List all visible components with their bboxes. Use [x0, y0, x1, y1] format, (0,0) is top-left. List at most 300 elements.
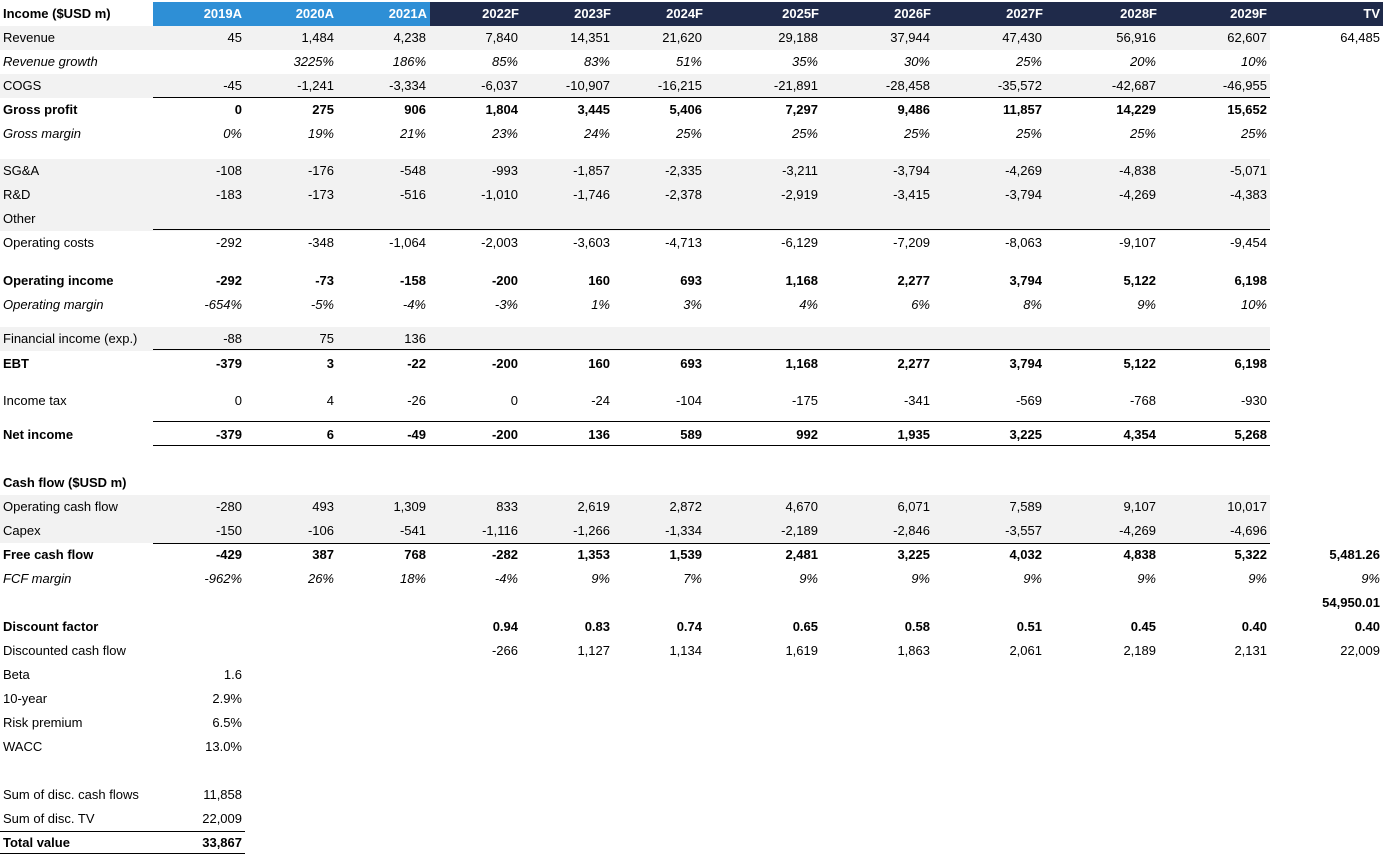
cell-2020A[interactable]: 493 [312, 499, 334, 514]
cell-2028F[interactable]: 2,189 [1123, 643, 1156, 658]
cell-2026F[interactable]: 30% [903, 54, 930, 69]
year-header-2019A[interactable]: 2019A [153, 2, 245, 26]
cell-2024F[interactable]: 5,406 [669, 102, 702, 117]
cell-2029F[interactable]: 0.40 [1241, 619, 1267, 634]
cell-2019A[interactable]: -379 [215, 356, 242, 371]
cell-2026F[interactable]: 2,277 [897, 356, 930, 371]
cell-2025F[interactable]: -2,189 [781, 523, 818, 538]
cell-2025F[interactable]: 29,188 [778, 30, 818, 45]
year-header-2020A[interactable]: 2020A [245, 2, 337, 26]
cell-2026F[interactable]: -7,209 [893, 235, 930, 250]
cell-2027F[interactable]: 4,032 [1009, 547, 1042, 562]
cell-2028F[interactable]: 0.45 [1130, 619, 1156, 634]
cell-2025F[interactable]: 992 [796, 427, 818, 442]
year-header-2027F[interactable]: 2027F [934, 2, 1046, 26]
cell-2028F[interactable]: -42,687 [1111, 78, 1156, 93]
cell-2023F[interactable]: 0.83 [584, 619, 610, 634]
rule-line [153, 229, 1270, 230]
assumption-row [0, 663, 1383, 687]
row-label: R&D [3, 187, 31, 202]
cell-2028F[interactable]: -9,107 [1119, 235, 1156, 250]
row-label: Beta [3, 667, 30, 682]
cell-2023F[interactable]: 1% [591, 297, 610, 312]
row-label: Free cash flow [3, 547, 94, 562]
cell-2028F[interactable]: 4,354 [1123, 427, 1156, 442]
cell-2027F[interactable]: -35,572 [997, 78, 1042, 93]
row-label: Discount factor [3, 619, 99, 634]
cell-2021A[interactable]: -3,334 [389, 78, 426, 93]
cell-2024F[interactable]: 21,620 [662, 30, 702, 45]
cell-2024F[interactable]: 7% [683, 571, 702, 586]
income-row [0, 269, 1383, 293]
cell-2028F[interactable]: -4,269 [1119, 187, 1156, 202]
cell-2028F[interactable]: 14,229 [1116, 102, 1156, 117]
cell-2020A[interactable]: 3225% [293, 54, 334, 69]
cell-2019A[interactable]: -88 [223, 331, 242, 346]
cell-2020A[interactable]: 4 [326, 393, 334, 408]
cell-2019A[interactable]: -183 [215, 187, 242, 202]
cell-2021A[interactable]: 21% [399, 126, 426, 141]
cell-2029F[interactable]: 10% [1240, 297, 1267, 312]
row-label: Operating income [3, 273, 114, 288]
income-row [0, 26, 1383, 50]
cell-2026F[interactable]: -3,794 [893, 163, 930, 178]
cashflow-row [0, 519, 1383, 543]
cell-2025F[interactable]: 9% [799, 571, 818, 586]
cell-2026F[interactable]: 37,944 [890, 30, 930, 45]
cell-2025F[interactable]: 2,481 [785, 547, 818, 562]
cell-2023F[interactable]: 160 [588, 356, 610, 371]
cell-2020A[interactable]: -348 [307, 235, 334, 250]
cell-2022F[interactable]: -200 [491, 427, 518, 442]
cell-2019A[interactable]: -962% [204, 571, 242, 586]
cell-2026F[interactable]: 9,486 [897, 102, 930, 117]
cell-2028F[interactable]: 9% [1137, 571, 1156, 586]
cell-2026F[interactable]: 1,863 [897, 643, 930, 658]
cell-2023F[interactable]: 136 [588, 427, 610, 442]
cell-2024F[interactable]: 0.74 [676, 619, 702, 634]
summary-row [0, 807, 1383, 831]
cell-2026F[interactable]: 9% [911, 571, 930, 586]
income-row [0, 423, 1383, 447]
income-row [0, 74, 1383, 98]
cell-2019A[interactable]: 0 [234, 102, 242, 117]
cell-2027F[interactable]: 25% [1015, 54, 1042, 69]
cell-2028F[interactable]: 5,122 [1123, 356, 1156, 371]
row-value[interactable]: 13.0% [205, 739, 242, 754]
cell-2019A[interactable]: -429 [215, 547, 242, 562]
cell-2027F[interactable]: 11,857 [1002, 102, 1042, 117]
cell-2025F[interactable]: 35% [791, 54, 818, 69]
row-label: Operating costs [3, 235, 95, 250]
year-header-2028F[interactable]: 2028F [1046, 2, 1160, 26]
row-label: COGS [3, 78, 42, 93]
assumption-row [0, 687, 1383, 711]
cell-TV[interactable]: 9% [1361, 571, 1380, 586]
cell-2020A[interactable]: 19% [307, 126, 334, 141]
income-row [0, 207, 1383, 231]
row-label: Operating cash flow [3, 499, 118, 514]
cell-2021A[interactable]: 18% [399, 571, 426, 586]
cashflow-row [0, 639, 1383, 663]
cell-2020A[interactable]: 275 [312, 102, 334, 117]
header-title: Income ($USD m) [0, 2, 153, 26]
cell-2023F[interactable]: 9% [591, 571, 610, 586]
cell-2025F[interactable]: 1,619 [785, 643, 818, 658]
year-header-2026F[interactable]: 2026F [822, 2, 934, 26]
cell-2029F[interactable]: 2,131 [1234, 643, 1267, 658]
cell-2027F[interactable]: 7,589 [1009, 499, 1042, 514]
cell-2024F[interactable]: 1,134 [669, 643, 702, 658]
cashflow-row [0, 543, 1383, 567]
cell-2029F[interactable]: -46,955 [1222, 78, 1267, 93]
cell-2029F[interactable]: 10% [1240, 54, 1267, 69]
rule-line [0, 831, 245, 832]
cell-2022F[interactable]: -1,116 [482, 523, 518, 538]
cell-2029F[interactable]: 10,017 [1227, 499, 1267, 514]
year-header-2022F[interactable]: 2022F [430, 2, 522, 26]
row-label: Sum of disc. TV [3, 811, 95, 826]
cell-2021A[interactable]: 136 [404, 331, 426, 346]
cell-2020A[interactable]: 1,484 [301, 30, 334, 45]
cell-2026F[interactable]: -341 [903, 393, 930, 408]
cell-2023F[interactable]: 160 [588, 273, 610, 288]
cell-2021A[interactable]: -158 [399, 273, 426, 288]
cell-2019A[interactable]: 0 [234, 393, 242, 408]
cell-2029F[interactable]: -5,071 [1230, 163, 1267, 178]
row-label: Revenue growth [3, 54, 98, 69]
cell-2023F[interactable]: 2,619 [577, 499, 610, 514]
income-row [0, 389, 1383, 413]
cell-2021A[interactable]: -541 [399, 523, 426, 538]
row-label: Net income [3, 427, 74, 442]
cell-2020A[interactable]: 75 [319, 331, 334, 346]
row-label: Capex [3, 523, 41, 538]
cell-2027F[interactable]: 8% [1023, 297, 1042, 312]
cell-2025F[interactable]: -3,211 [782, 163, 818, 178]
cell-2028F[interactable]: 9% [1137, 297, 1156, 312]
cell-2022F[interactable]: -1,010 [481, 187, 518, 202]
cell-2022F[interactable]: 833 [496, 499, 518, 514]
cell-TV[interactable]: 5,481.26 [1329, 547, 1380, 562]
year-header-2024F[interactable]: 2024F [614, 2, 706, 26]
cell-2029F[interactable]: 6,198 [1234, 273, 1267, 288]
cell-2022F[interactable]: -266 [491, 643, 518, 658]
cell-2024F[interactable]: 693 [680, 356, 702, 371]
row-shade [0, 495, 1270, 519]
cell-2029F[interactable]: 5,322 [1234, 547, 1267, 562]
cell-2028F[interactable]: -4,838 [1119, 163, 1156, 178]
cell-2025F[interactable]: 0.65 [792, 619, 818, 634]
cell-2025F[interactable]: 4,670 [785, 499, 818, 514]
cell-2019A[interactable]: -292 [215, 235, 242, 250]
row-shade [0, 519, 1270, 543]
cell-2028F[interactable]: -4,269 [1119, 523, 1156, 538]
cell-2025F[interactable]: -2,919 [781, 187, 818, 202]
assumption-row [0, 711, 1383, 735]
cell-2019A[interactable]: -379 [215, 427, 242, 442]
cell-2024F[interactable]: 3% [683, 297, 702, 312]
row-label: FCF margin [3, 571, 72, 586]
year-header-2025F[interactable]: 2025F [706, 2, 822, 26]
cell-2022F[interactable]: 7,840 [485, 30, 518, 45]
cell-2024F[interactable]: -4,713 [665, 235, 702, 250]
cell-2027F[interactable]: 25% [1015, 126, 1042, 141]
cell-2024F[interactable]: -1,334 [665, 523, 702, 538]
cell-2024F[interactable]: 1,539 [669, 547, 702, 562]
cell-2022F[interactable]: 0 [510, 393, 518, 408]
cell-2028F[interactable]: 5,122 [1123, 273, 1156, 288]
income-row [0, 98, 1383, 122]
row-label: Financial income (exp.) [3, 331, 138, 346]
cell-2021A[interactable]: -22 [407, 356, 426, 371]
cell-2026F[interactable]: 25% [903, 126, 930, 141]
cell-2024F[interactable]: 51% [675, 54, 702, 69]
year-header-2021A[interactable]: 2021A [337, 2, 430, 26]
cell-2026F[interactable]: 0.58 [904, 619, 930, 634]
cell-2022F[interactable]: 0.94 [492, 619, 518, 634]
row-label: Risk premium [3, 715, 83, 730]
cell-2028F[interactable]: 25% [1129, 126, 1156, 141]
cell-2025F[interactable]: 1,168 [785, 356, 818, 371]
cell-2023F[interactable]: 1,127 [577, 643, 610, 658]
cell-2019A[interactable]: -108 [215, 163, 242, 178]
cell-2020A[interactable]: -173 [307, 187, 334, 202]
row-label: Income tax [3, 393, 67, 408]
cell-2024F[interactable]: 2,872 [669, 499, 702, 514]
cell-2019A[interactable]: -280 [215, 499, 242, 514]
income-row [0, 231, 1383, 255]
cell-2026F[interactable]: 3,225 [897, 547, 930, 562]
cell-2020A[interactable]: -176 [307, 163, 334, 178]
cell-2024F[interactable]: 589 [680, 427, 702, 442]
cell-2023F[interactable]: 83% [583, 54, 610, 69]
cell-2021A[interactable]: -4% [402, 297, 426, 312]
row-label: Sum of disc. cash flows [3, 787, 139, 802]
income-row [0, 183, 1383, 207]
cell-2026F[interactable]: -28,458 [885, 78, 930, 93]
cell-2019A[interactable]: 45 [227, 30, 242, 45]
cell-2023F[interactable]: -1,266 [573, 523, 610, 538]
cell-2022F[interactable]: -200 [491, 356, 518, 371]
cell-2023F[interactable]: -24 [591, 393, 610, 408]
cell-2020A[interactable]: -5% [310, 297, 334, 312]
row-label: Operating margin [3, 297, 104, 312]
cell-2027F[interactable]: 2,061 [1009, 643, 1042, 658]
cell-2020A[interactable]: 6 [326, 427, 334, 442]
rule-line [153, 421, 1270, 422]
row-shade [0, 74, 1270, 98]
row-shade [0, 26, 1270, 50]
cell-TV[interactable]: 22,009 [1340, 643, 1380, 658]
cell-2026F[interactable]: -3,415 [893, 187, 930, 202]
row-shade [0, 327, 1270, 351]
cell-2023F[interactable]: -3,603 [573, 235, 610, 250]
row-value[interactable]: 6.5% [212, 715, 242, 730]
row-value[interactable]: 22,009 [202, 811, 242, 826]
cell-2027F[interactable]: -3,557 [1005, 523, 1042, 538]
cell-2020A[interactable]: -106 [307, 523, 334, 538]
rule-line [153, 349, 1270, 350]
row-value[interactable]: 1.6 [223, 667, 242, 682]
cell-2019A[interactable]: -654% [204, 297, 242, 312]
cell-2020A[interactable]: 3 [326, 356, 334, 371]
cell-2024F[interactable]: 693 [680, 273, 702, 288]
cell-2022F[interactable]: 1,804 [485, 102, 518, 117]
cell-2024F[interactable]: -2,335 [665, 163, 702, 178]
cell-2019A[interactable]: -45 [223, 78, 242, 93]
cell-2028F[interactable]: 9,107 [1123, 499, 1156, 514]
row-value[interactable]: 11,858 [203, 787, 242, 802]
cell-2029F[interactable]: -4,383 [1230, 187, 1267, 202]
year-header-TV[interactable]: TV [1270, 2, 1383, 26]
assumption-row [0, 735, 1383, 759]
cell-2027F[interactable]: 47,430 [1002, 30, 1042, 45]
cell-2027F[interactable]: 3,225 [1009, 427, 1042, 442]
cell-2022F[interactable]: -282 [491, 547, 518, 562]
row-label: Other [3, 211, 36, 226]
summary-row [0, 831, 1383, 855]
cell-2019A[interactable]: -150 [215, 523, 242, 538]
row-label: Total value [3, 835, 70, 850]
cell-2029F[interactable]: 25% [1240, 126, 1267, 141]
cell-2021A[interactable]: -26 [407, 393, 426, 408]
cell-2021A[interactable]: -49 [407, 427, 426, 442]
cell-2022F[interactable]: -6,037 [481, 78, 518, 93]
year-header-2023F[interactable]: 2023F [522, 2, 614, 26]
cell-2021A[interactable]: 768 [404, 547, 426, 562]
cell-2027F[interactable]: 3,794 [1009, 356, 1042, 371]
cell-2025F[interactable]: 25% [791, 126, 818, 141]
cell-2029F[interactable]: -4,696 [1230, 523, 1267, 538]
income-row [0, 159, 1383, 183]
year-header-2029F[interactable]: 2029F [1160, 2, 1270, 26]
cell-2027F[interactable]: 3,794 [1009, 273, 1042, 288]
row-label: Gross margin [3, 126, 82, 141]
cell-2021A[interactable]: -1,064 [389, 235, 426, 250]
cell-2026F[interactable]: 6% [911, 297, 930, 312]
cell-2022F[interactable]: -3% [494, 297, 518, 312]
cell-2028F[interactable]: 56,916 [1116, 30, 1156, 45]
cell-2023F[interactable]: -10,907 [565, 78, 610, 93]
cell-2026F[interactable]: 2,277 [897, 273, 930, 288]
cell-2027F[interactable]: -569 [1015, 393, 1042, 408]
cell-2026F[interactable]: 1,935 [897, 427, 930, 442]
cell-2021A[interactable]: -548 [399, 163, 426, 178]
row-shade [0, 183, 1270, 207]
cell-2024F[interactable]: 25% [675, 126, 702, 141]
cell-TV[interactable]: 54,950.01 [1322, 595, 1380, 610]
cell-2019A[interactable]: -292 [215, 273, 242, 288]
income-row [0, 50, 1383, 74]
cell-2028F[interactable]: 4,838 [1123, 547, 1156, 562]
row-value[interactable]: 2.9% [212, 691, 242, 706]
cashflow-row [0, 615, 1383, 639]
cell-2024F[interactable]: -104 [675, 393, 702, 408]
cell-2029F[interactable]: 5,268 [1234, 427, 1267, 442]
row-label: 10-year [3, 691, 48, 706]
row-shade [0, 159, 1270, 183]
cell-2028F[interactable]: -768 [1129, 393, 1156, 408]
income-row [0, 293, 1383, 317]
cell-2029F[interactable]: 62,607 [1227, 30, 1267, 45]
cell-2022F[interactable]: 85% [491, 54, 518, 69]
rule-line [153, 445, 1270, 446]
cell-2020A[interactable]: 387 [312, 547, 334, 562]
row-label: Gross profit [3, 102, 78, 117]
cell-2021A[interactable]: -516 [399, 187, 426, 202]
cell-2025F[interactable]: -21,891 [773, 78, 818, 93]
cell-2021A[interactable]: 4,238 [393, 30, 426, 45]
cell-2027F[interactable]: -3,794 [1005, 187, 1042, 202]
cell-2022F[interactable]: -993 [491, 163, 518, 178]
row-label: SG&A [3, 163, 40, 178]
cell-2021A[interactable]: 1,309 [393, 499, 426, 514]
row-value[interactable]: 33,867 [202, 835, 242, 850]
cell-2029F[interactable]: 6,198 [1234, 356, 1267, 371]
cell-2029F[interactable]: 15,652 [1227, 102, 1267, 117]
cell-2020A[interactable]: -1,241 [297, 78, 334, 93]
cell-2020A[interactable]: -73 [315, 273, 334, 288]
cell-2025F[interactable]: 7,297 [785, 102, 818, 117]
cell-2027F[interactable]: 0.51 [1016, 619, 1042, 634]
cell-2019A[interactable]: 0% [223, 126, 242, 141]
cell-2027F[interactable]: -8,063 [1005, 235, 1042, 250]
header-row [0, 2, 1383, 26]
cashflow-row [0, 591, 1383, 615]
cell-2022F[interactable]: 23% [491, 126, 518, 141]
cell-2029F[interactable]: -9,454 [1230, 235, 1267, 250]
rule-line [153, 543, 1270, 544]
cell-2023F[interactable]: 3,445 [577, 102, 610, 117]
cell-2026F[interactable]: -2,846 [893, 523, 930, 538]
cell-2026F[interactable]: 6,071 [897, 499, 930, 514]
cashflow-title: Cash flow ($USD m) [3, 475, 127, 490]
cell-TV[interactable]: 0.40 [1354, 619, 1380, 634]
cell-2023F[interactable]: 1,353 [577, 547, 610, 562]
cell-2025F[interactable]: -6,129 [781, 235, 818, 250]
cell-2023F[interactable]: 14,351 [570, 30, 610, 45]
cell-2023F[interactable]: -1,746 [573, 187, 610, 202]
cell-2028F[interactable]: 20% [1129, 54, 1156, 69]
cell-2021A[interactable]: 186% [392, 54, 426, 69]
cell-2025F[interactable]: -175 [791, 393, 818, 408]
cell-2024F[interactable]: -2,378 [665, 187, 702, 202]
cashflow-row [0, 567, 1383, 591]
cell-2025F[interactable]: 1,168 [785, 273, 818, 288]
cell-2024F[interactable]: -16,215 [657, 78, 702, 93]
income-row [0, 122, 1383, 146]
cell-2027F[interactable]: -4,269 [1005, 163, 1042, 178]
cell-2029F[interactable]: -930 [1240, 393, 1267, 408]
cell-2023F[interactable]: 24% [583, 126, 610, 141]
cell-2027F[interactable]: 9% [1023, 571, 1042, 586]
cell-2029F[interactable]: 9% [1248, 571, 1267, 586]
cell-2020A[interactable]: 26% [307, 571, 334, 586]
cell-2022F[interactable]: -2,003 [481, 235, 518, 250]
cashflow-title-row [0, 471, 1383, 495]
cell-2022F[interactable]: -200 [491, 273, 518, 288]
cell-2023F[interactable]: -1,857 [573, 163, 610, 178]
income-row [0, 327, 1383, 351]
row-shade [0, 207, 1270, 231]
cashflow-row [0, 495, 1383, 519]
row-label: EBT [3, 356, 29, 371]
cell-2022F[interactable]: -4% [494, 571, 518, 586]
cell-2021A[interactable]: 906 [404, 102, 426, 117]
cell-TV[interactable]: 64,485 [1340, 30, 1380, 45]
cell-2025F[interactable]: 4% [799, 297, 818, 312]
